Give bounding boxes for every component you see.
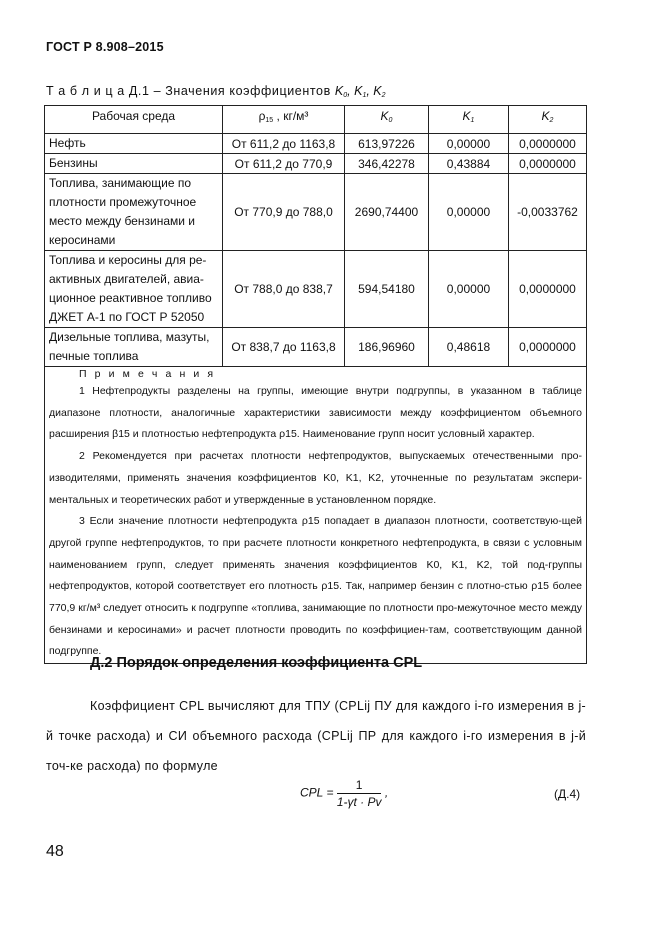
formula-denominator: 1-γt · Pv: [336, 795, 382, 809]
table-caption-prefix: Т а б л и ц а Д.1 – Значения коэффициентов: [46, 84, 331, 98]
page-number: 48: [46, 843, 64, 860]
cell-k2: 0,0000000: [509, 154, 587, 174]
table-row: [45, 134, 587, 154]
note-2: 2 Рекомендуется при расчетах плотности нефтепродуктов, выпускаемых отечественными про-изводителями, применять значения коэффициентов K0, K1, K2, уточненные по результатам экспери-ментальных и теоретических работ и утвержденные в установленном порядке.: [49, 450, 582, 506]
cell-k2: 0,0000000: [509, 134, 587, 154]
note-1: 1 Нефтепродукты разделены на группы, имеющие внутри подгруппы, в указанном в таблице диапазоне плотности, аналогичные характеристики зависимости между коэффициентом объемного расширения β15 и плотностью нефтепродукта ρ15. Наименование групп носит условный характер.: [49, 385, 582, 441]
paragraph-text: Коэффициент CPL вычисляют для ТПУ (CPLij ПУ для каждого i-го измерения в j-й точке расхода) и СИ объемного расхода (CPLij ПР для каждого i-го измерения в j-й точ-ке расхода) по формуле: [46, 699, 586, 773]
formula-fraction: [337, 778, 382, 809]
table-notes: [45, 367, 587, 664]
table-caption: [46, 84, 386, 99]
table-row: [45, 174, 587, 251]
header-density: $\rho_{15}$ , кг/м³: [223, 106, 345, 134]
coefficients-table: [44, 105, 587, 664]
cell-k1: 0,00000: [429, 174, 509, 251]
cell-medium: Топлива и керосины для ре-активных двигателей, авиа-ционное реактивное топливо ДЖЕТ А-1 по ГОСТ Р 52050: [45, 251, 223, 328]
cell-medium: Бензины: [45, 154, 223, 174]
table-row: [45, 154, 587, 174]
table-notes-row: [45, 367, 587, 664]
cell-k1: 0,00000: [429, 134, 509, 154]
header-k1: $K_1$: [429, 106, 509, 134]
document-header: ГОСТ Р 8.908–2015: [46, 40, 164, 54]
cell-density: От 838,7 до 1163,8: [223, 328, 345, 367]
table-header-row: [45, 106, 587, 134]
formula-trail: ,: [384, 785, 389, 800]
table-caption-vars: $K_0$, $K_1$, $K_2$: [334, 84, 386, 99]
formula-number: (Д.4): [554, 787, 581, 801]
cell-k0: 346,42278: [345, 154, 429, 174]
cell-medium: Топлива, занимающие по плотности промежуточное место между бензинами и керосинами: [45, 174, 223, 251]
cell-k1: 0,48618: [429, 328, 509, 367]
cell-density: От 611,2 до 770,9: [223, 154, 345, 174]
cell-k0: 2690,74400: [345, 174, 429, 251]
cell-k1: 0,00000: [429, 251, 509, 328]
cell-k0: 186,96960: [345, 328, 429, 367]
section-title: Д.2 Порядок определения коэффициента CPL: [90, 655, 423, 671]
cell-k2: 0,0000000: [509, 328, 587, 367]
header-k2: $K_2$: [509, 106, 587, 134]
header-k0: $K_0$: [345, 106, 429, 134]
cell-k2: 0,0000000: [509, 251, 587, 328]
cell-k1: 0,43884: [429, 154, 509, 174]
formula-lhs: CPL =: [300, 785, 334, 800]
cell-density: От 770,9 до 788,0: [223, 174, 345, 251]
cell-k0: 594,54180: [345, 251, 429, 328]
cell-medium: Нефть: [45, 134, 223, 154]
formula-cpl: [300, 778, 388, 809]
formula-numerator: 1: [337, 778, 382, 794]
body-paragraph: [46, 691, 586, 781]
cell-density: От 611,2 до 1163,8: [223, 134, 345, 154]
cell-medium: Дизельные топлива, мазуты, печные топлива: [45, 328, 223, 367]
notes-heading: П р и м е ч а н и я: [79, 368, 216, 380]
cell-k2: -0,0033762: [509, 174, 587, 251]
header-medium: Рабочая среда: [45, 106, 223, 134]
cell-density: От 788,0 до 838,7: [223, 251, 345, 328]
note-3: 3 Если значение плотности нефтепродукта ρ15 попадает в диапазон плотности, соответствую-щей другой группе нефтепродуктов, то при расчете плотности конкретного нефтепродукта, в связи с условным наименованием групп, следует применять значения коэффициентов K0, K1, K2, той под-группы нефтепродуктов, которой соответствует его плотность ρ15. Так, например бензин с плотно-стью ρ15 более 770,9 кг/м³ следует относить к подгруппе «топлива, занимающие по плотности про-межуточное место между бензинами и керосинами» и расчет плотности проводить по коэффициен-там, соответствующим данной подгруппе.: [49, 515, 582, 658]
table-row: [45, 328, 587, 367]
cell-k0: 613,97226: [345, 134, 429, 154]
table-row: [45, 251, 587, 328]
